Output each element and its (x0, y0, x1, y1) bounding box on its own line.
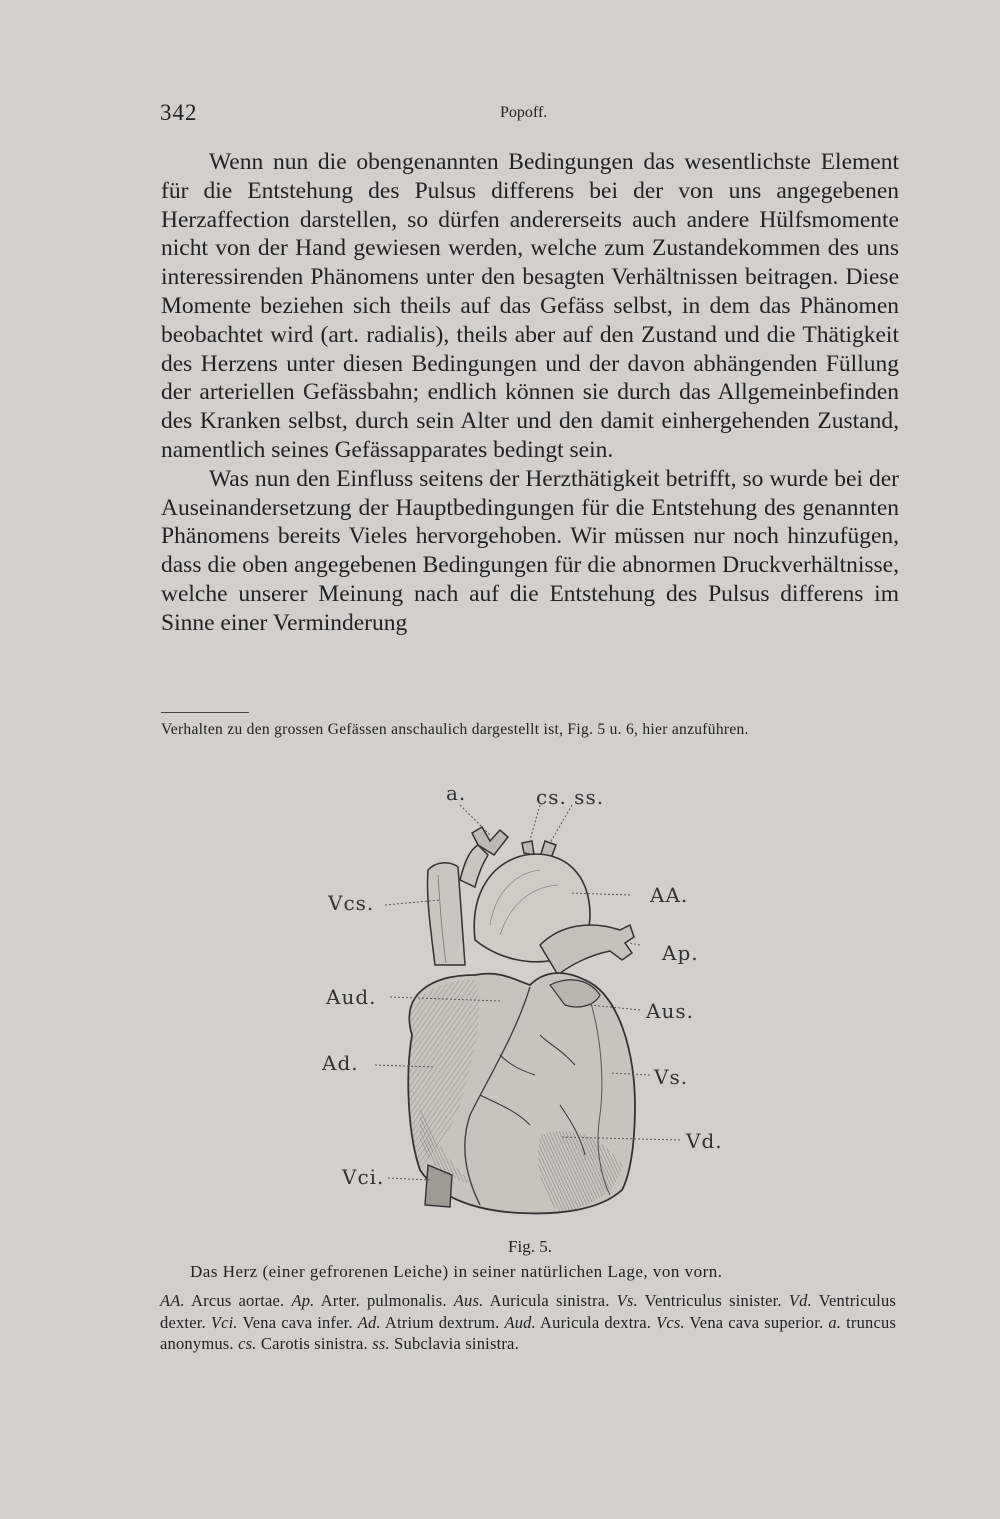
legend-text: Subclavia sinistra. (394, 1334, 519, 1353)
footnote: Verhalten zu den grossen Gefässen anschaulich dargestellt ist, Fig. 5 u. 6, hier anzuführen. (161, 721, 749, 738)
carotis-sinistra-shape (522, 841, 534, 855)
legend-text: Auricula dextra. (540, 1312, 652, 1332)
figure-legend (160, 1290, 896, 1355)
legend-text: Auricula sinistra. (489, 1291, 610, 1310)
legend-text: Atrium dextrum. (384, 1312, 500, 1332)
legend-abbr: Vci. (210, 1312, 238, 1332)
legend-text: Arter. pulmonalis. (320, 1291, 447, 1310)
label-vd: Vd. (686, 1129, 723, 1153)
vena-cava-superior-shape (427, 863, 465, 965)
legend-text: Carotis sinistra. (260, 1334, 368, 1353)
legend-abbr: Ad. (357, 1312, 381, 1332)
legend-abbr: Aud. (504, 1312, 536, 1332)
legend-abbr: cs. (238, 1334, 257, 1353)
legend-abbr: Vd. (788, 1291, 812, 1310)
legend-abbr: Vcs. (656, 1312, 685, 1332)
legend-text: truncus anonymus. (160, 1312, 897, 1353)
legend-text: Vena cava superior. (689, 1312, 824, 1332)
legend-abbr: AA. (160, 1291, 185, 1310)
label-vci: Vci. (342, 1165, 385, 1189)
footnote-rule (161, 712, 249, 713)
label-ap: Ap. (662, 941, 699, 965)
legend-text: Ventriculus sinister. (644, 1291, 782, 1310)
page-number: 342 (160, 100, 198, 125)
label-aa: AA. (650, 883, 689, 907)
legend-abbr: ss. (372, 1334, 390, 1353)
paragraph: Wenn nun die obengenannten Bedingungen das wesentlichste Element für die Entstehung des Pulsus differens bei der von uns angegebenen Herzaffection darstellen, so dürfen andererseits auch andere Hülfsmomente nicht von der Hand gewiesen werden, welche zum Zustandekommen des uns interessirenden Phänomens unter den besagten Verhältnissen beitragen. Diese Momente beziehen sich theils auf das Gefäss selbst, in dem das Phänomen beobachtet wird (art. radialis), theils aber auf den Zustand und die Thätigkeit des Herzens unter diesen Bedingungen und der davon abhängenden Füllung der arteriellen Gefässbahn; endlich können sie durch das Allgemeinbefinden des Kranken selbst, durch sein Alter und den damit einhergehenden Zustand, namentlich seines Gefässapparates bedingt sein. (161, 149, 899, 463)
legend-text: Vena cava infer. (242, 1312, 353, 1332)
legend-abbr: a. (828, 1312, 842, 1332)
figure-caption: Das Herz (einer gefrorenen Leiche) in seiner natürlichen Lage, von vorn. (190, 1262, 723, 1281)
label-aud: Aud. (326, 985, 377, 1009)
label-aus: Aus. (646, 999, 694, 1023)
label-vs: Vs. (654, 1065, 689, 1089)
paragraph: Was nun den Einfluss seitens der Herzthätigkeit betrifft, so wurde bei der Auseinandersetzung der Hauptbedingungen für die Entstehung des genannten Phänomens bereits Vieles hervorgehoben. Wir müssen nur noch hinzufügen, dass die oben angegebenen Bedingungen für die abnormen Druckverhältnisse, welche unserer Meinung nach auf die Entstehung des Pulsus differens im Sinne einer Verminderung (161, 465, 899, 636)
legend-text: Arcus aortae. (191, 1291, 285, 1310)
figure-number: Fig. 5. (508, 1237, 552, 1256)
legend-text: Ventriculus dexter. (160, 1291, 897, 1332)
legend-abbr: Aus. (453, 1291, 484, 1310)
legend-abbr: Ap. (291, 1291, 315, 1310)
legend-abbr: Vs. (616, 1291, 638, 1310)
label-vcs: Vcs. (328, 891, 375, 915)
label-ad: Ad. (322, 1051, 359, 1075)
label-a: a. (446, 781, 467, 805)
body-text (161, 148, 899, 638)
label-cs-ss: cs. ss. (536, 785, 605, 809)
running-head: Popoff. (500, 104, 548, 121)
heart-figure (300, 775, 760, 1225)
truncus-anonymus-shape (460, 845, 488, 887)
